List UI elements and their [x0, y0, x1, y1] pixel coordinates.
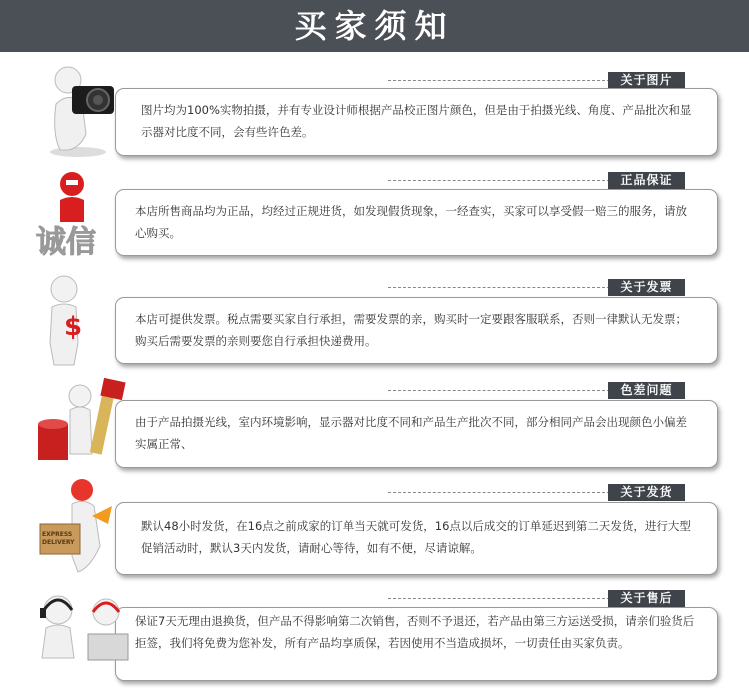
svg-text:$: $ [64, 312, 83, 342]
svg-text:DELIVERY: DELIVERY [42, 539, 75, 546]
section-tag: 关于售后 [608, 590, 685, 607]
section-invoice [0, 279, 749, 384]
info-box [115, 502, 718, 575]
headset-figure-icon [18, 588, 128, 693]
header-bar [0, 0, 749, 52]
section-text: 保证7天无理由退换货，但产品不得影响第二次销售，否则不予退还，若产品由第三方运送受损，请亲们验货后拒签，我们将免费为您补发，所有产品均享质保，若因使用不当造成损坏，一切责任由买家负责。 [135, 614, 695, 650]
section-tag: 色差问题 [608, 382, 685, 399]
section-tag: 关于图片 [608, 72, 685, 89]
dashed-divider [388, 287, 610, 288]
section-photos [0, 72, 749, 177]
dashed-divider [388, 598, 610, 599]
section-tag: 关于发货 [608, 484, 685, 501]
dashed-divider [388, 80, 610, 81]
dashed-divider [388, 180, 610, 181]
dashed-divider [388, 492, 610, 493]
page-title: 买家须知 [294, 7, 455, 45]
info-box [115, 88, 718, 156]
section-shipping [0, 484, 749, 589]
section-color [0, 382, 749, 487]
section-text: 本店所售商品均为正品，均经过正规进货，如发现假货现象，一经查实，买家可以享受假一赔三的服务，请放心购买。 [135, 204, 687, 240]
section-text: 由于产品拍摄光线，室内环境影响，显示器对比度不同和产品生产批次不同，部分相同产品会出现颜色小偏差实属正常、 [135, 415, 687, 451]
dollar-figure-icon [38, 273, 148, 378]
section-text: 本店可提供发票。税点需要买家自行承担，需要发票的亲，购买时一定要跟客服联系，否则一律默认无发票；购买后需要发票的亲则要您自行承担快递费用。 [135, 312, 687, 348]
info-box [115, 400, 718, 468]
info-box [115, 607, 718, 681]
paint-figure-icon [30, 374, 140, 479]
section-text: 默认48小时发货，在16点之前成家的订单当天就可发货，16点以后成交的订单延迟到第二天发货，进行大型促销活动时，默认3天内发货，请耐心等待，如有不便，尽请谅解。 [141, 519, 691, 555]
section-tag: 关于发票 [608, 279, 685, 296]
delivery-figure-icon [34, 476, 144, 581]
section-text: 图片均为100%实物拍摄，并有专业设计师根据产品校正图片颜色，但是由于拍摄光线、角度、产品批次和显示器对比度不同，会有些许色差。 [141, 103, 692, 139]
svg-text:EXPRESS: EXPRESS [42, 531, 73, 538]
camera-figure-icon [38, 64, 148, 169]
info-box [115, 189, 718, 256]
integrity-illustration-text: 诚信 [36, 225, 96, 260]
integrity-figure-icon [34, 166, 144, 271]
section-authentic [0, 172, 749, 277]
info-box [115, 297, 718, 364]
dashed-divider [388, 390, 610, 391]
section-tag: 正品保证 [608, 172, 685, 189]
section-aftersales [0, 590, 749, 695]
